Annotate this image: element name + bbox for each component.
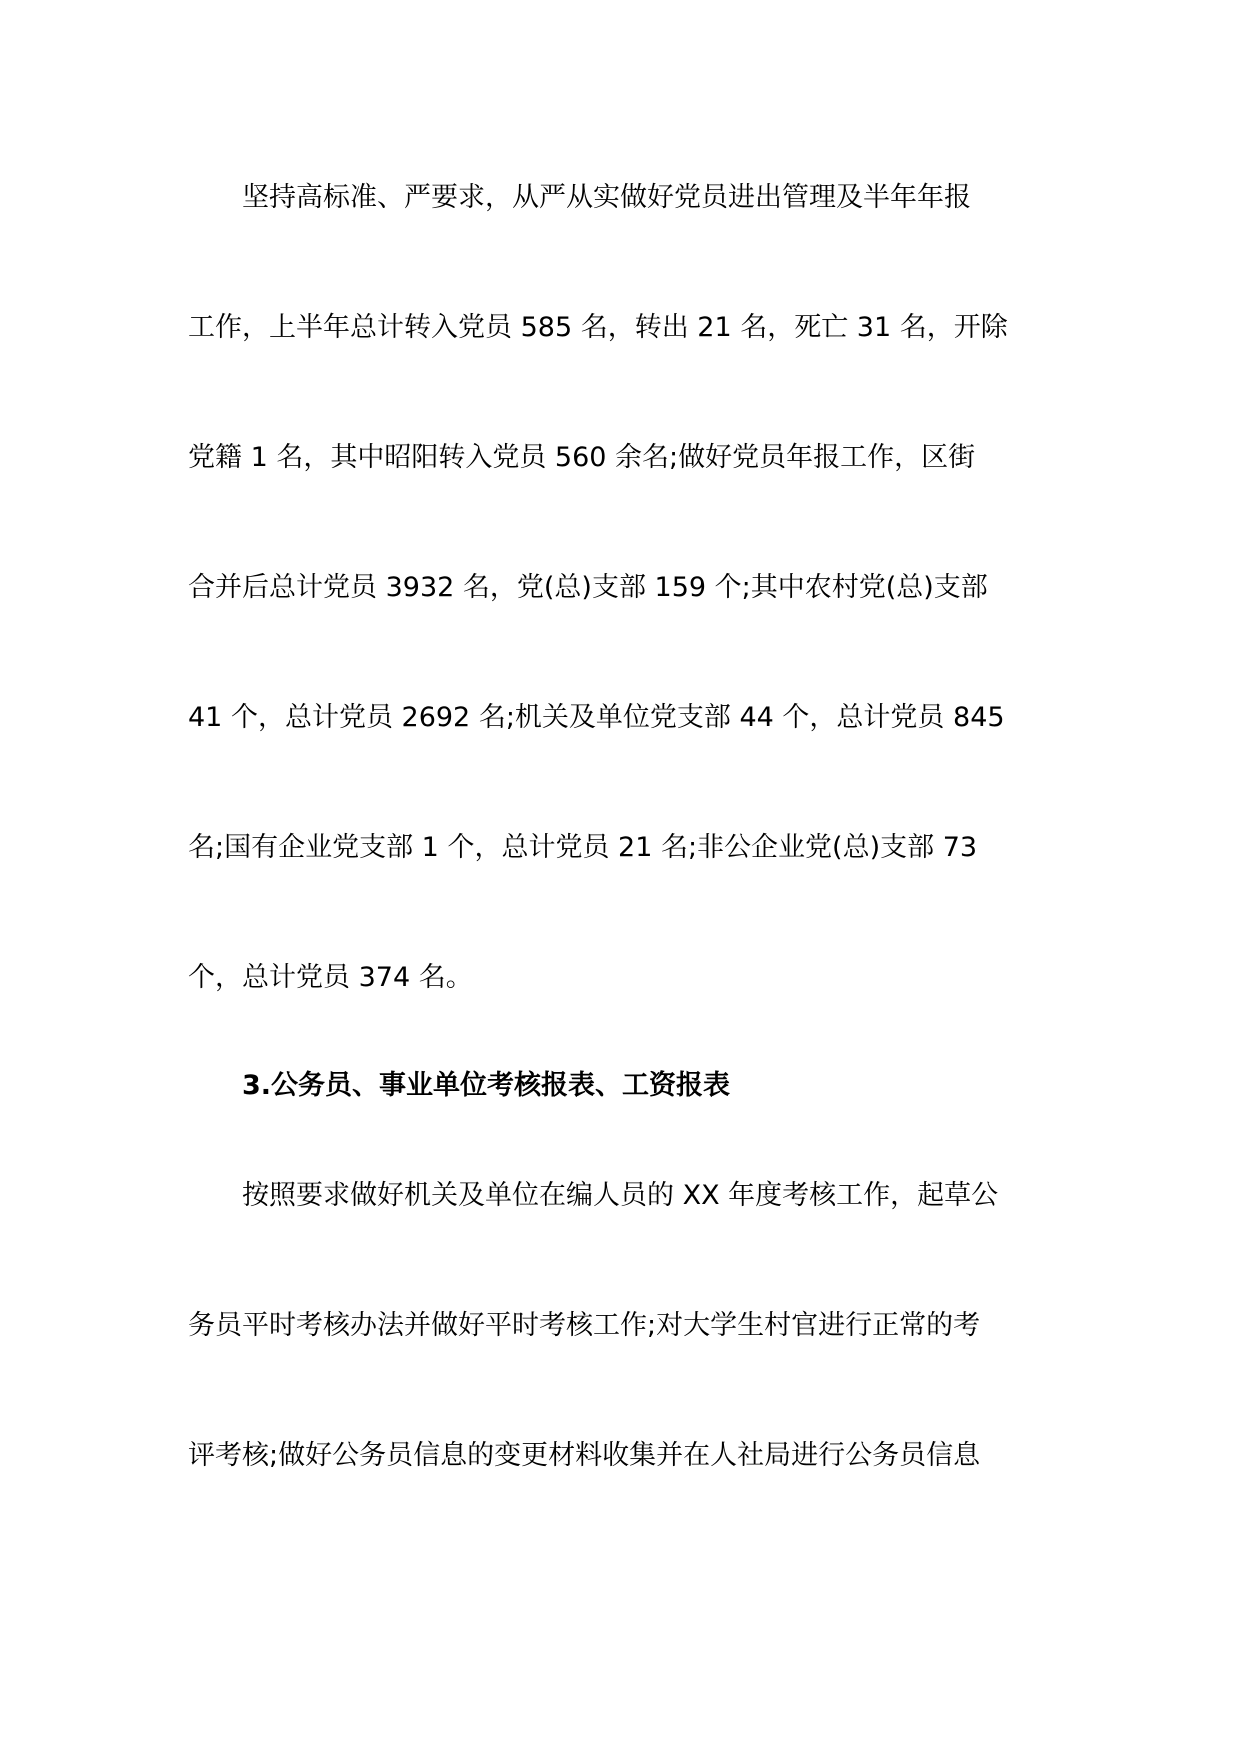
- paragraph-line: 名;国有企业党支部 1 个，总计党员 21 名;非公企业党(总)支部 73: [188, 832, 978, 863]
- paragraph-line: 党籍 1 名，其中昭阳转入党员 560 余名;做好党员年报工作，区街: [188, 442, 976, 473]
- paragraph-line: 工作，上半年总计转入党员 585 名，转出 21 名，死亡 31 名，开除: [188, 312, 1008, 343]
- paragraph-line: 41 个，总计党员 2692 名;机关及单位党支部 44 个，总计党员 845: [188, 702, 1005, 733]
- section-heading: 3.公务员、事业单位考核报表、工资报表: [242, 1070, 731, 1101]
- paragraph-line: 坚持高标准、严要求，从严从实做好党员进出管理及半年年报: [242, 182, 971, 213]
- paragraph-line: 合并后总计党员 3932 名，党(总)支部 159 个;其中农村党(总)支部: [188, 572, 988, 603]
- paragraph-line: 个，总计党员 374 名。: [188, 962, 473, 993]
- paragraph-line: 务员平时考核办法并做好平时考核工作;对大学生村官进行正常的考: [188, 1310, 981, 1341]
- paragraph-line: 按照要求做好机关及单位在编人员的 XX 年度考核工作，起草公: [242, 1180, 999, 1211]
- paragraph-line: 评考核;做好公务员信息的变更材料收集并在人社局进行公务员信息: [188, 1440, 981, 1471]
